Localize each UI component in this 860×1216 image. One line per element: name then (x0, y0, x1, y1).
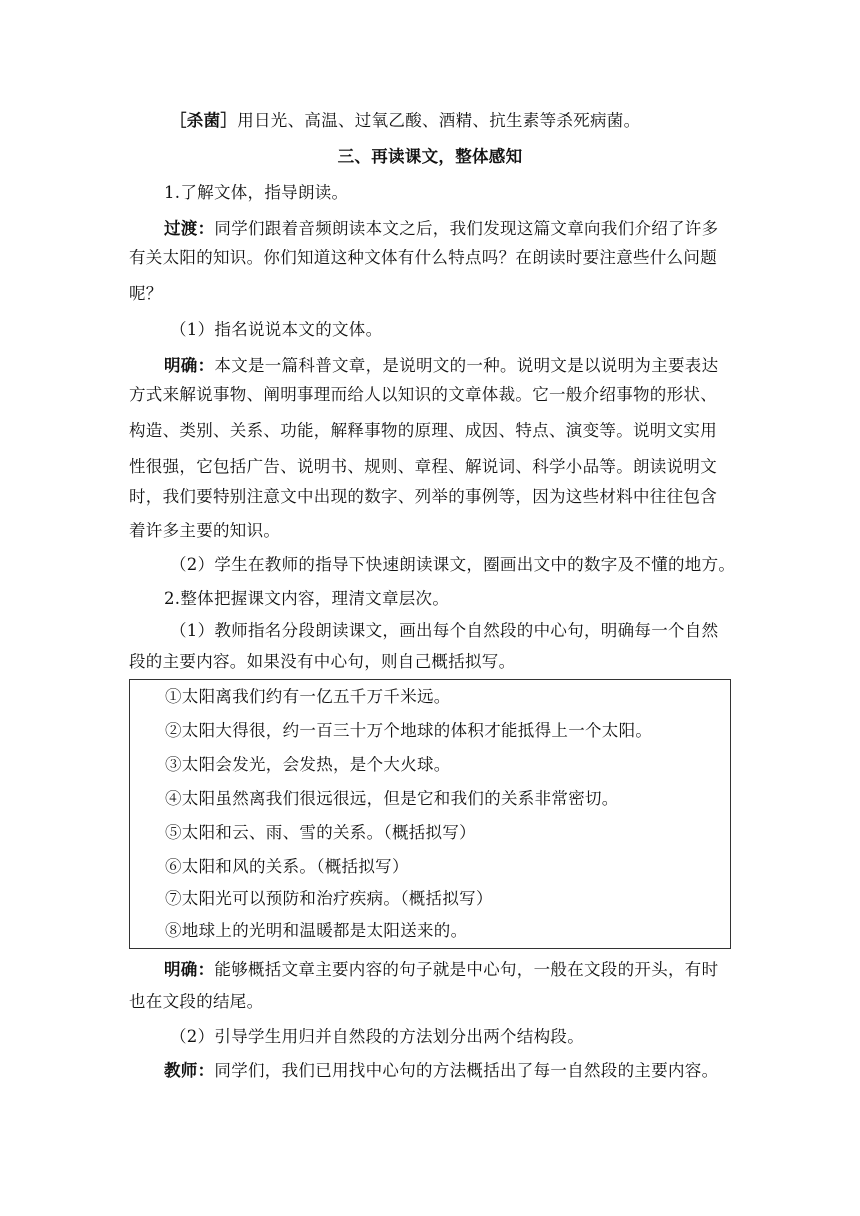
term-label: 过渡： (164, 219, 215, 238)
list-item: ①太阳离我们约有一亿五千万千米远。 (165, 687, 451, 706)
section-heading: 三、再读课文，整体感知 (337, 147, 523, 166)
paragraph-line: 时，我们要特别注意文中出现的数字、列举的事例等，因为这些材料中往往包含 (129, 487, 717, 506)
term-label: 明确： (164, 960, 215, 979)
paragraph-text: 能够概括文章主要内容的句子就是中心句，一般在文段的开头，有时 (214, 960, 719, 979)
paragraph-transition (164, 216, 718, 242)
paragraph-line: 着许多主要的知识。 (129, 521, 281, 540)
sub-step: （1）指名说说本文的文体。 (170, 320, 383, 339)
sub-step: （1）教师指名分段朗读课文，画出每个自然段的中心句，明确每一个自然 (170, 621, 719, 640)
step-heading: 2.整体把握课文内容，理清文章层次。 (164, 589, 450, 608)
paragraph-text: 同学们，我们已用找中心句的方法概括出了每一自然段的主要内容。 (214, 1061, 719, 1080)
list-item: ⑤太阳和云、雨、雪的关系。（概括拟写） (165, 823, 476, 842)
list-item: ④太阳虽然离我们很远很远，但是它和我们的关系非常密切。 (165, 789, 619, 808)
paragraph-line: 呢？ (129, 284, 163, 303)
term-label: ［杀菌］ (170, 111, 238, 130)
paragraph-line: 构造、类别、关系、功能，解释事物的原理、成因、特点、演变等。说明文实用 (129, 421, 717, 440)
term-label: 明确： (164, 356, 215, 375)
paragraph-text: 本文是一篇科普文章，是说明文的一种。说明文是以说明为主要表达 (214, 356, 719, 375)
list-item: ⑥太阳和风的关系。（概括拟写） (165, 857, 409, 876)
list-item: ②太阳大得很，约一百三十万个地球的体积才能抵得上一个太阳。 (165, 721, 653, 740)
paragraph-clarify (164, 957, 718, 983)
summary-box (129, 679, 731, 949)
paragraph-clarify (164, 353, 718, 379)
sub-step: （2）学生在教师的指导下快速朗读课文，圈画出文中的数字及不懂的地方。 (170, 555, 736, 574)
list-item: ⑦太阳光可以预防和治疗疾病。（概括拟写） (165, 889, 493, 908)
paragraph-line: 段的主要内容。如果没有中心句，则自己概括拟写。 (129, 652, 516, 671)
paragraph-line: 方式来解说事物、阐明事理而给人以知识的文章体裁。它一般介绍事物的形状、 (129, 385, 717, 404)
paragraph-line: 性很强，它包括广告、说明书、规则、章程、解说词、科学小品等。朗读说明文 (129, 457, 717, 476)
paragraph-line: 有关太阳的知识。你们知道这种文体有什么特点吗？在朗读时要注意些什么问题 (129, 248, 717, 267)
list-item: ③太阳会发光，会发热，是个大火球。 (165, 755, 451, 774)
paragraph-sterilize (170, 108, 640, 134)
list-item: ⑧地球上的光明和温暖都是太阳送来的。 (165, 921, 468, 940)
term-label: 教师： (164, 1061, 215, 1080)
paragraph-line: 也在文段的结尾。 (129, 992, 264, 1011)
paragraph-text: 同学们跟着音频朗读本文之后，我们发现这篇文章向我们介绍了许多 (214, 219, 719, 238)
paragraph-text: 用日光、高温、过氧乙酸、酒精、抗生素等杀死病菌。 (237, 111, 641, 130)
sub-step: （2）引导学生用归并自然段的方法划分出两个结构段。 (170, 1027, 584, 1046)
step-heading: 1.了解文体，指导朗读。 (164, 183, 349, 202)
paragraph-teacher (164, 1058, 718, 1084)
